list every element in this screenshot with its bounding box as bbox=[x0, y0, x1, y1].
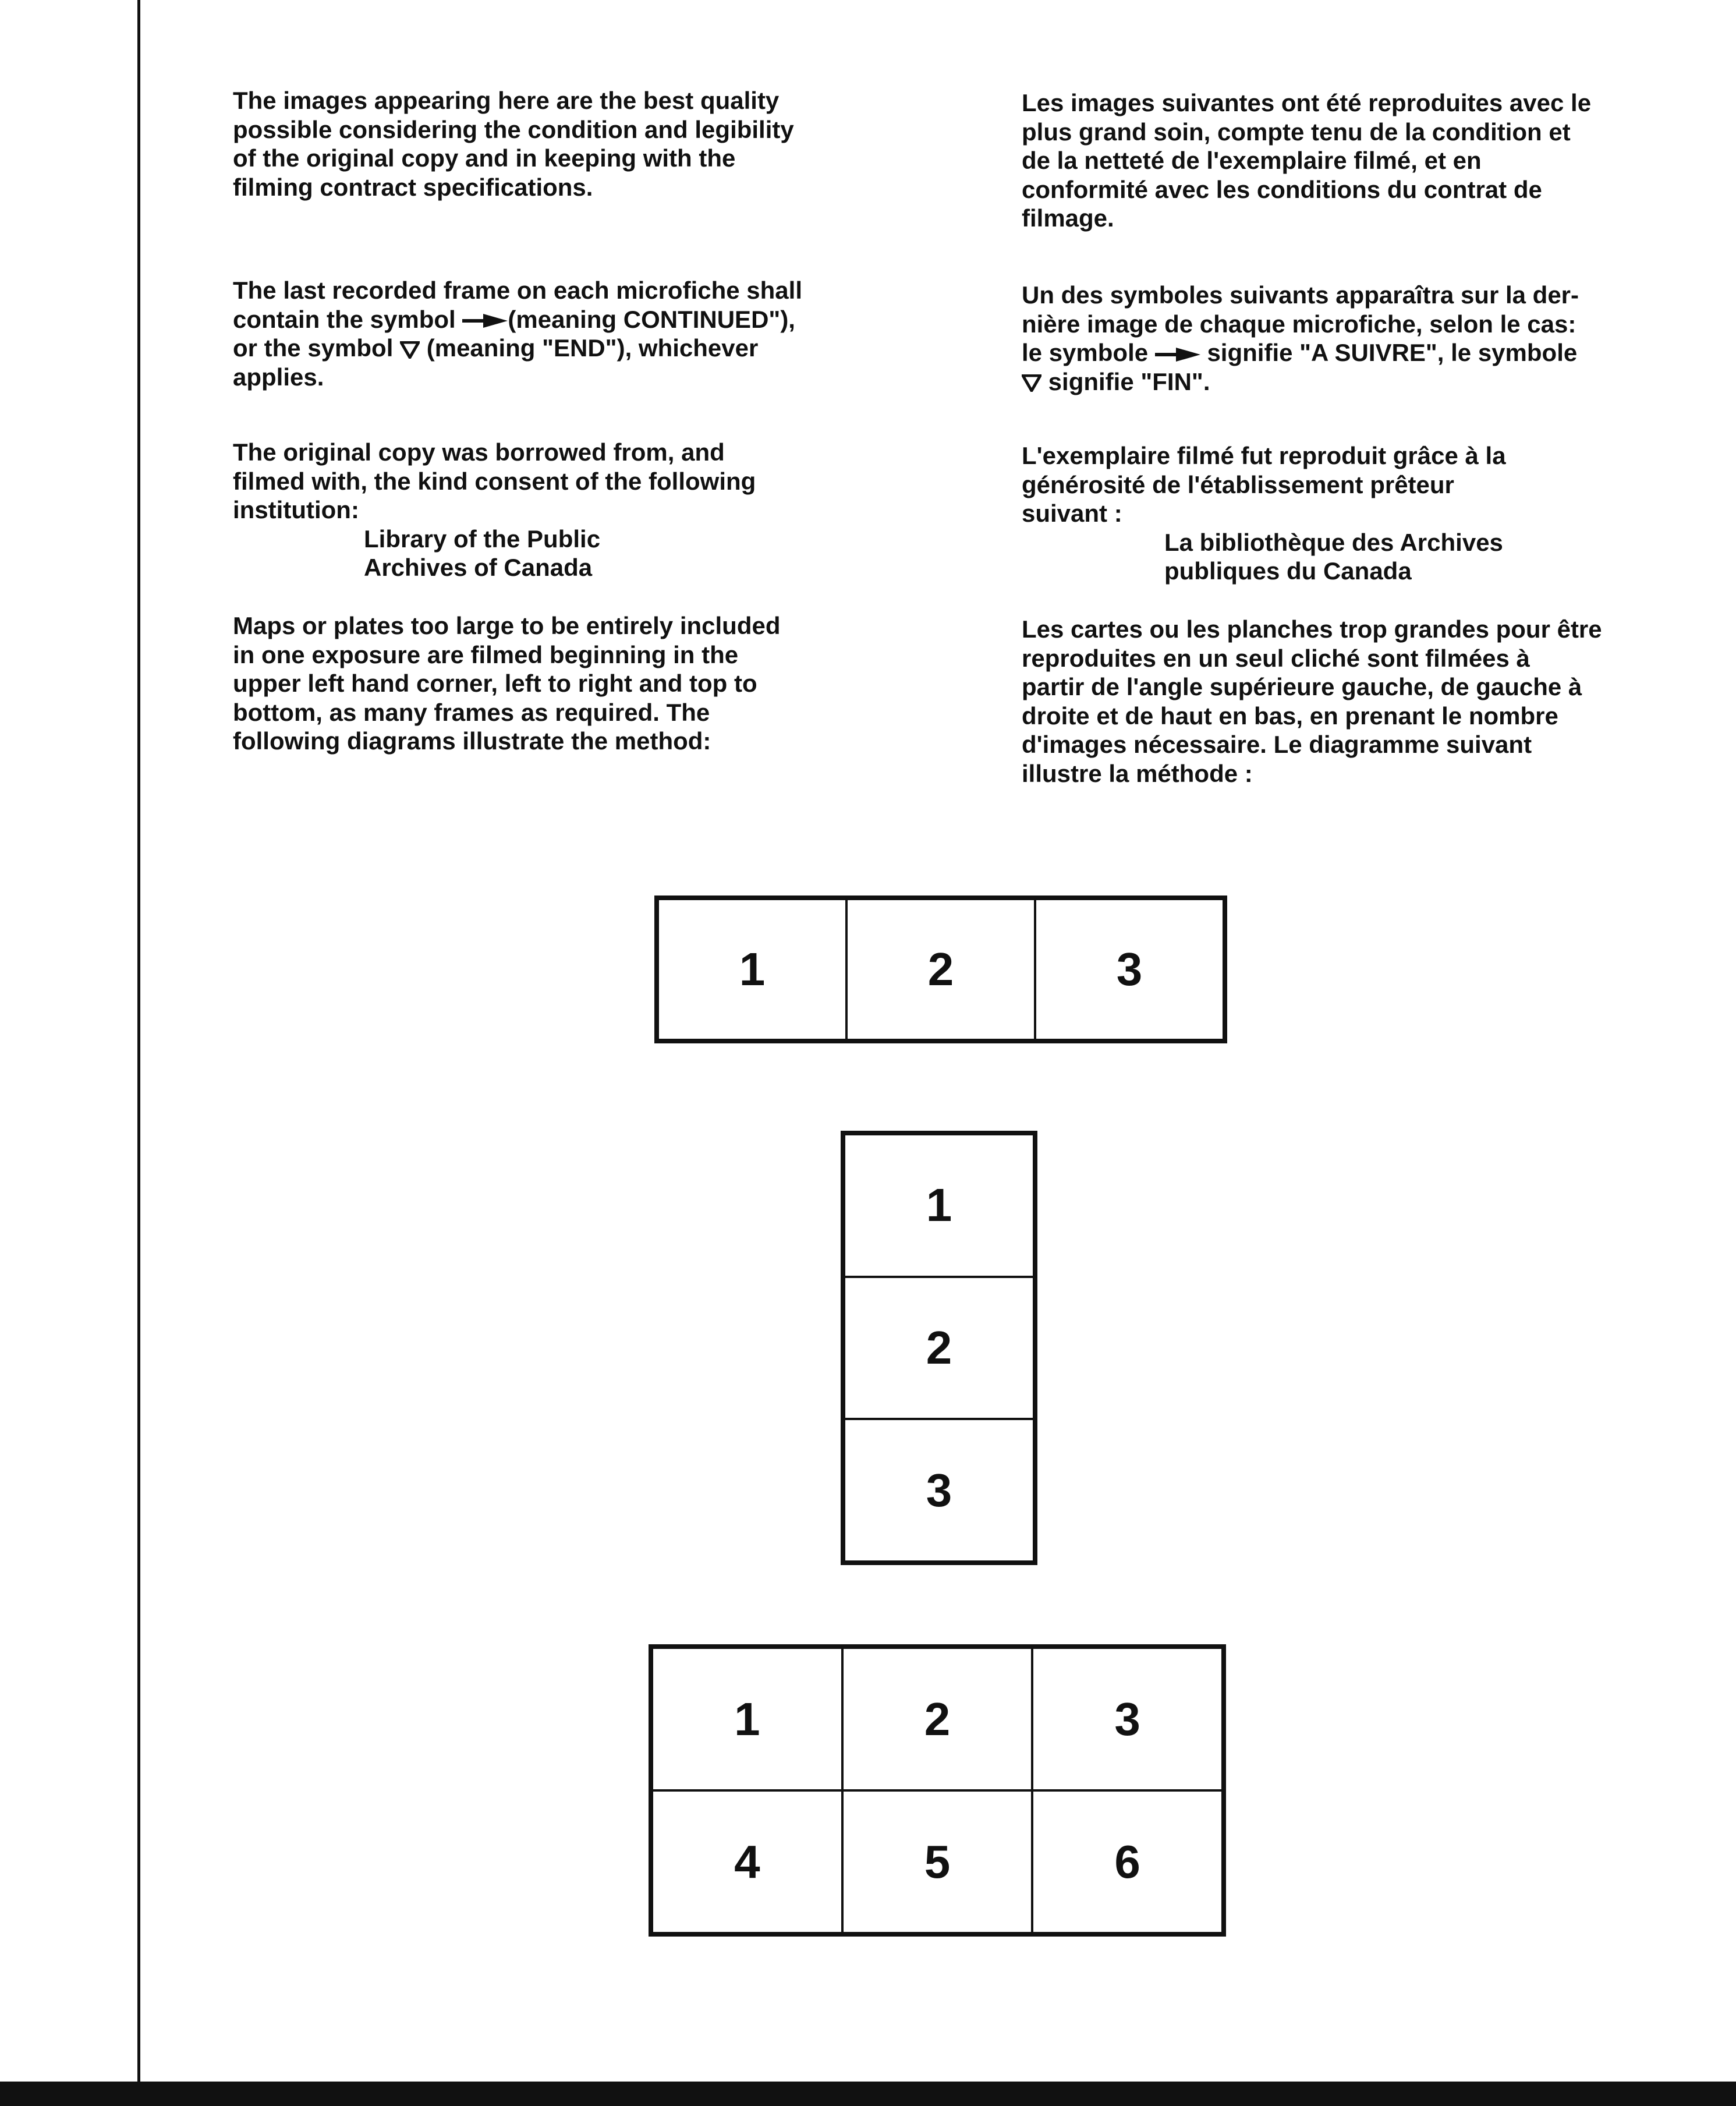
frame-cell: 3 bbox=[1032, 1648, 1223, 1790]
diagram-horizontal-row bbox=[654, 896, 1227, 1043]
frame-cell: 3 bbox=[844, 1419, 1034, 1562]
frame-cell: 5 bbox=[842, 1790, 1033, 1933]
diagram-two-by-three-grid bbox=[649, 1644, 1226, 1937]
fin-triangle-icon bbox=[1022, 374, 1041, 392]
frame-cell: 2 bbox=[846, 899, 1035, 1040]
scan-bottom-edge bbox=[0, 2082, 1736, 2106]
frame-cell: 4 bbox=[652, 1790, 842, 1933]
english-paragraph-quality: The images appearing here are the best quality possible considering the condition and legibility of the original copy and in keeping with the filming contract specifications. bbox=[233, 87, 794, 201]
left-margin-rule bbox=[137, 0, 140, 2082]
french-paragraph-source: L'exemplaire filmé fut reproduit grâce à la générosité de l'établissement prêteur suivant : La bibliothèque des Archives publiques du Canada bbox=[1022, 441, 1691, 586]
a-suivre-arrow-icon bbox=[1155, 348, 1200, 362]
continued-arrow-icon bbox=[462, 314, 508, 328]
frame-cell: 1 bbox=[652, 1648, 842, 1790]
english-paragraph-maps: Maps or plates too large to be entirely included in one exposure are filmed beginning in the upper left hand corner, left to right and top to bottom, as many frames as required. The following diagrams illustrate the method: bbox=[233, 612, 781, 755]
end-triangle-icon bbox=[400, 341, 420, 359]
english-column bbox=[233, 86, 873, 201]
french-paragraph-maps: Les cartes ou les planches trop grandes pour être reproduites en un seul cliché sont filmées à partir de l'angle supérieure gauche, de gauche à droite et de haut en bas, en prenant le nombre d'images nécessaire. Le diagramme suivant illustre la méthode : bbox=[1022, 615, 1602, 787]
diagram-vertical-column bbox=[841, 1131, 1037, 1565]
frame-cell: 3 bbox=[1035, 899, 1224, 1040]
english-institution-name: Library of the Public Archives of Canada bbox=[364, 525, 601, 581]
english-paragraph-source: The original copy was borrowed from, and filmed with, the kind consent of the following institution: Library of the Public Archives of Canada bbox=[233, 438, 873, 582]
french-paragraph-symbols: Un des symboles suivants apparaîtra sur la der- nière image de chaque microfiche, selon le cas: le symbole signifie "A SUIVRE", le symbole signifie "FIN". bbox=[1022, 281, 1579, 395]
frame-cell: 2 bbox=[844, 1277, 1034, 1420]
french-paragraph-quality: Les images suivantes ont été reproduites avec le plus grand soin, compte tenu de la condition et de la netteté de l'exemplaire filmé, et en conformité avec les conditions du contrat de filmage. bbox=[1022, 89, 1592, 232]
frame-cell: 1 bbox=[658, 899, 846, 1040]
frame-cell: 1 bbox=[844, 1134, 1034, 1277]
frame-cell: 2 bbox=[842, 1648, 1033, 1790]
frame-cell: 6 bbox=[1032, 1790, 1223, 1933]
french-institution-name: La bibliothèque des Archives publiques du Canada bbox=[1164, 528, 1503, 585]
english-paragraph-symbols: The last recorded frame on each microfiche shall contain the symbol (meaning CONTINUED"), or the symbol (meaning "END"), whichever applies. bbox=[233, 277, 802, 391]
